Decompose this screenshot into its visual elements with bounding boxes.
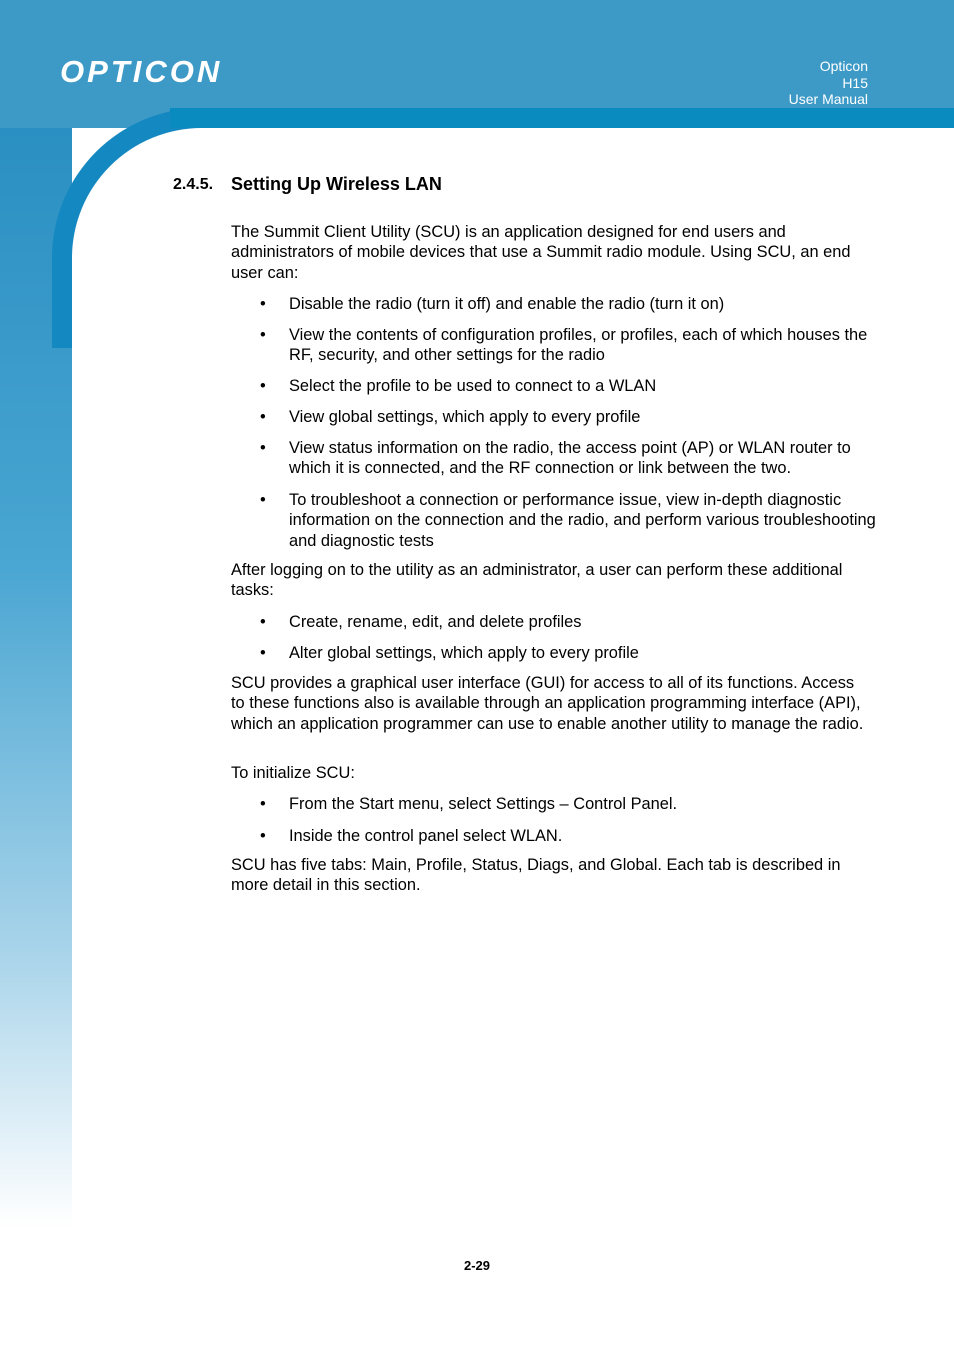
meta-model: H15 [842, 74, 868, 91]
list-item-text: View the contents of configuration profiles, or profiles, each of which houses the RF, security, and other settings for the radio [289, 326, 868, 365]
list-item-text: Alter global settings, which apply to every profile [289, 644, 639, 662]
list-item [260, 643, 879, 663]
list-item-text: Disable the radio (turn it off) and enable the radio (turn it on) [289, 295, 725, 313]
list-item-text: Create, rename, edit, and delete profiles [289, 613, 582, 631]
bullet: • [260, 613, 266, 631]
init-intro: To initialize SCU: [231, 764, 355, 782]
opticon-logo-text: OPTICON [60, 56, 223, 86]
section-title: Setting Up Wireless LAN [231, 174, 442, 194]
list-item [260, 294, 879, 314]
meta-doc-type: User Manual [788, 91, 868, 107]
list-item [260, 612, 879, 632]
tabs-paragraph: SCU has five tabs: Main, Profile, Status, Diags, and Global. Each tab is described in more detail in this section. [231, 856, 841, 895]
meta-company: Opticon [819, 58, 868, 74]
bullet: • [260, 491, 266, 509]
bullet: • [260, 295, 266, 313]
bullet: • [260, 377, 266, 395]
list-item-text: To troubleshoot a connection or performance issue, view in-depth diagnostic information on the connection and the radio, and perform various troubleshooting and diagnostic tests [289, 491, 876, 550]
admin-intro-paragraph: After logging on to the utility as an administrator, a user can perform these additional tasks: [231, 561, 843, 600]
gui-paragraph: SCU provides a graphical user interface (GUI) for access to all of its functions. Access to these functions also is available through an application programming interface (API), which an application programmer can use to enable another utility to manage the radio. [231, 674, 864, 733]
list-item-text: View global settings, which apply to every profile [289, 408, 641, 426]
list-item [260, 490, 879, 551]
list-item [260, 826, 879, 846]
bullet: • [260, 439, 266, 457]
list-item [260, 325, 879, 366]
list-item-text: View status information on the radio, the access point (AP) or WLAN router to which it is connected, and the RF connection or link between the two. [289, 439, 851, 478]
bullet: • [260, 408, 266, 426]
list-item-text: From the Start menu, select Settings – Control Panel. [289, 795, 678, 813]
bullet: • [260, 827, 266, 845]
list-item-text: Inside the control panel select WLAN. [289, 827, 563, 845]
bullet: • [260, 795, 266, 813]
list-item [260, 376, 879, 396]
section-number: 2.4.5. [173, 176, 214, 193]
page-number: 2-29 [463, 1258, 491, 1273]
list-item [260, 407, 879, 427]
bullet: • [260, 326, 266, 344]
intro-paragraph: The Summit Client Utility (SCU) is an application designed for end users and administrators of mobile devices that use a Summit radio module. Using SCU, an end user can: [231, 223, 851, 282]
bullet: • [260, 644, 266, 662]
list-item [260, 794, 879, 814]
list-item [260, 438, 879, 479]
list-item-text: Select the profile to be used to connect to a WLAN [289, 377, 657, 395]
